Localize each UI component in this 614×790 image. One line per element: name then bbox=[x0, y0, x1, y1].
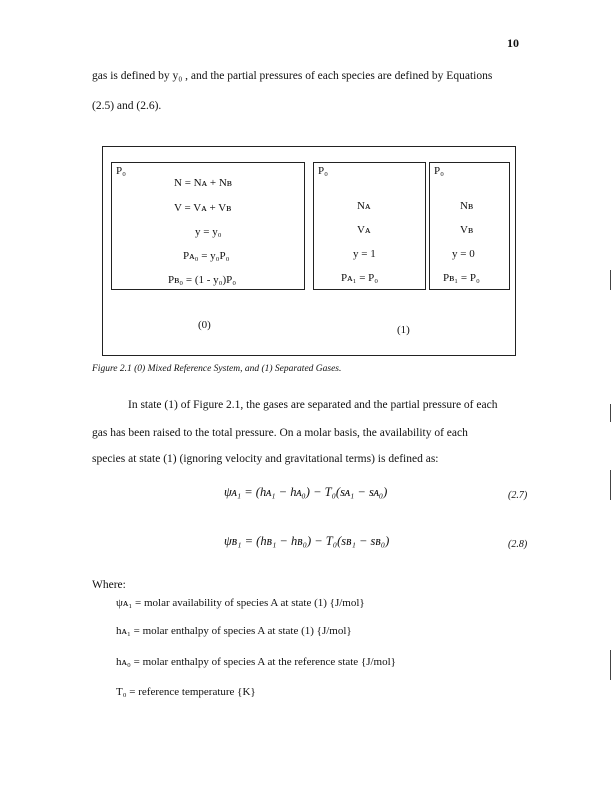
scan-mark bbox=[610, 404, 611, 422]
body-line-1: In state (1) of Figure 2.1, the gases are separated and the partial pressure of each bbox=[128, 399, 498, 411]
equation-2-8: ψʙ₁ = (hʙ₁ − hʙ₀) − T₀(sʙ₁ − sʙ₀) bbox=[224, 534, 390, 548]
scan-mark bbox=[610, 270, 611, 290]
mixed-reference-box bbox=[111, 162, 305, 290]
body-line-3: species at state (1) (ignoring velocity and gravitational terms) is defined as: bbox=[92, 453, 439, 465]
box0-line-pa0: Pᴀ₀ = y₀P₀ bbox=[183, 250, 230, 262]
body-line-2: gas has been raised to the total pressure. On a molar basis, the availability of each bbox=[92, 427, 468, 439]
box1a-line-fraction: y = 1 bbox=[353, 248, 376, 260]
intro-line-2: (2.5) and (2.6). bbox=[92, 100, 162, 112]
box0-line-pb0: Pʙ₀ = (1 - y₀)P₀ bbox=[168, 274, 237, 286]
box1b-line-fraction: y = 0 bbox=[452, 248, 475, 260]
box1a-line-pressure: Pᴀ₁ = P₀ bbox=[341, 272, 379, 284]
box1b-line-volume: Vʙ bbox=[460, 224, 474, 236]
page-number: 10 bbox=[507, 36, 519, 50]
where-item-temperature: T₀ = reference temperature {K} bbox=[116, 686, 256, 698]
state-0-label: (0) bbox=[198, 319, 211, 331]
where-label: Where: bbox=[92, 579, 126, 591]
where-item-enthalpy-state-1: hᴀ₁ = molar enthalpy of species A at state (1) {J/mol} bbox=[116, 625, 352, 637]
where-item-availability: ψᴀ₁ = molar availability of species A at state (1) {J/mol} bbox=[116, 597, 365, 609]
box1a-line-volume: Vᴀ bbox=[357, 224, 371, 236]
scan-mark bbox=[610, 650, 611, 680]
species-a-box bbox=[313, 162, 426, 290]
where-item-enthalpy-reference: hᴀ₀ = molar enthalpy of species A at the reference state {J/mol} bbox=[116, 656, 396, 668]
box0-line-volume: V = Vᴀ + Vʙ bbox=[174, 202, 232, 214]
box1a-line-moles: Nᴀ bbox=[357, 200, 371, 212]
box1b-line-moles: Nʙ bbox=[460, 200, 474, 212]
equation-2-8-number: (2.8) bbox=[508, 539, 528, 550]
species-b-box bbox=[429, 162, 510, 290]
figure-2-1 bbox=[102, 146, 516, 356]
equation-2-7-number: (2.7) bbox=[508, 490, 528, 501]
scan-mark bbox=[610, 470, 611, 500]
box1a-pressure-label: P₀ bbox=[318, 165, 328, 177]
box1b-pressure-label: P₀ bbox=[434, 165, 444, 177]
figure-caption: Figure 2.1 (0) Mixed Reference System, and (1) Separated Gases. bbox=[92, 364, 342, 374]
box1b-line-pressure: Pʙ₁ = P₀ bbox=[443, 272, 480, 284]
intro-line-1: gas is defined by y₀ , and the partial pressures of each species are defined by Equations bbox=[92, 70, 493, 82]
state-1-label: (1) bbox=[397, 324, 410, 336]
box0-line-fraction: y = y₀ bbox=[195, 226, 222, 238]
box0-pressure-label: P₀ bbox=[116, 165, 126, 177]
box0-line-moles: N = Nᴀ + Nʙ bbox=[174, 177, 232, 189]
equation-2-7: ψᴀ₁ = (hᴀ₁ − hᴀ₀) − T₀(sᴀ₁ − sᴀ₀) bbox=[224, 485, 388, 499]
